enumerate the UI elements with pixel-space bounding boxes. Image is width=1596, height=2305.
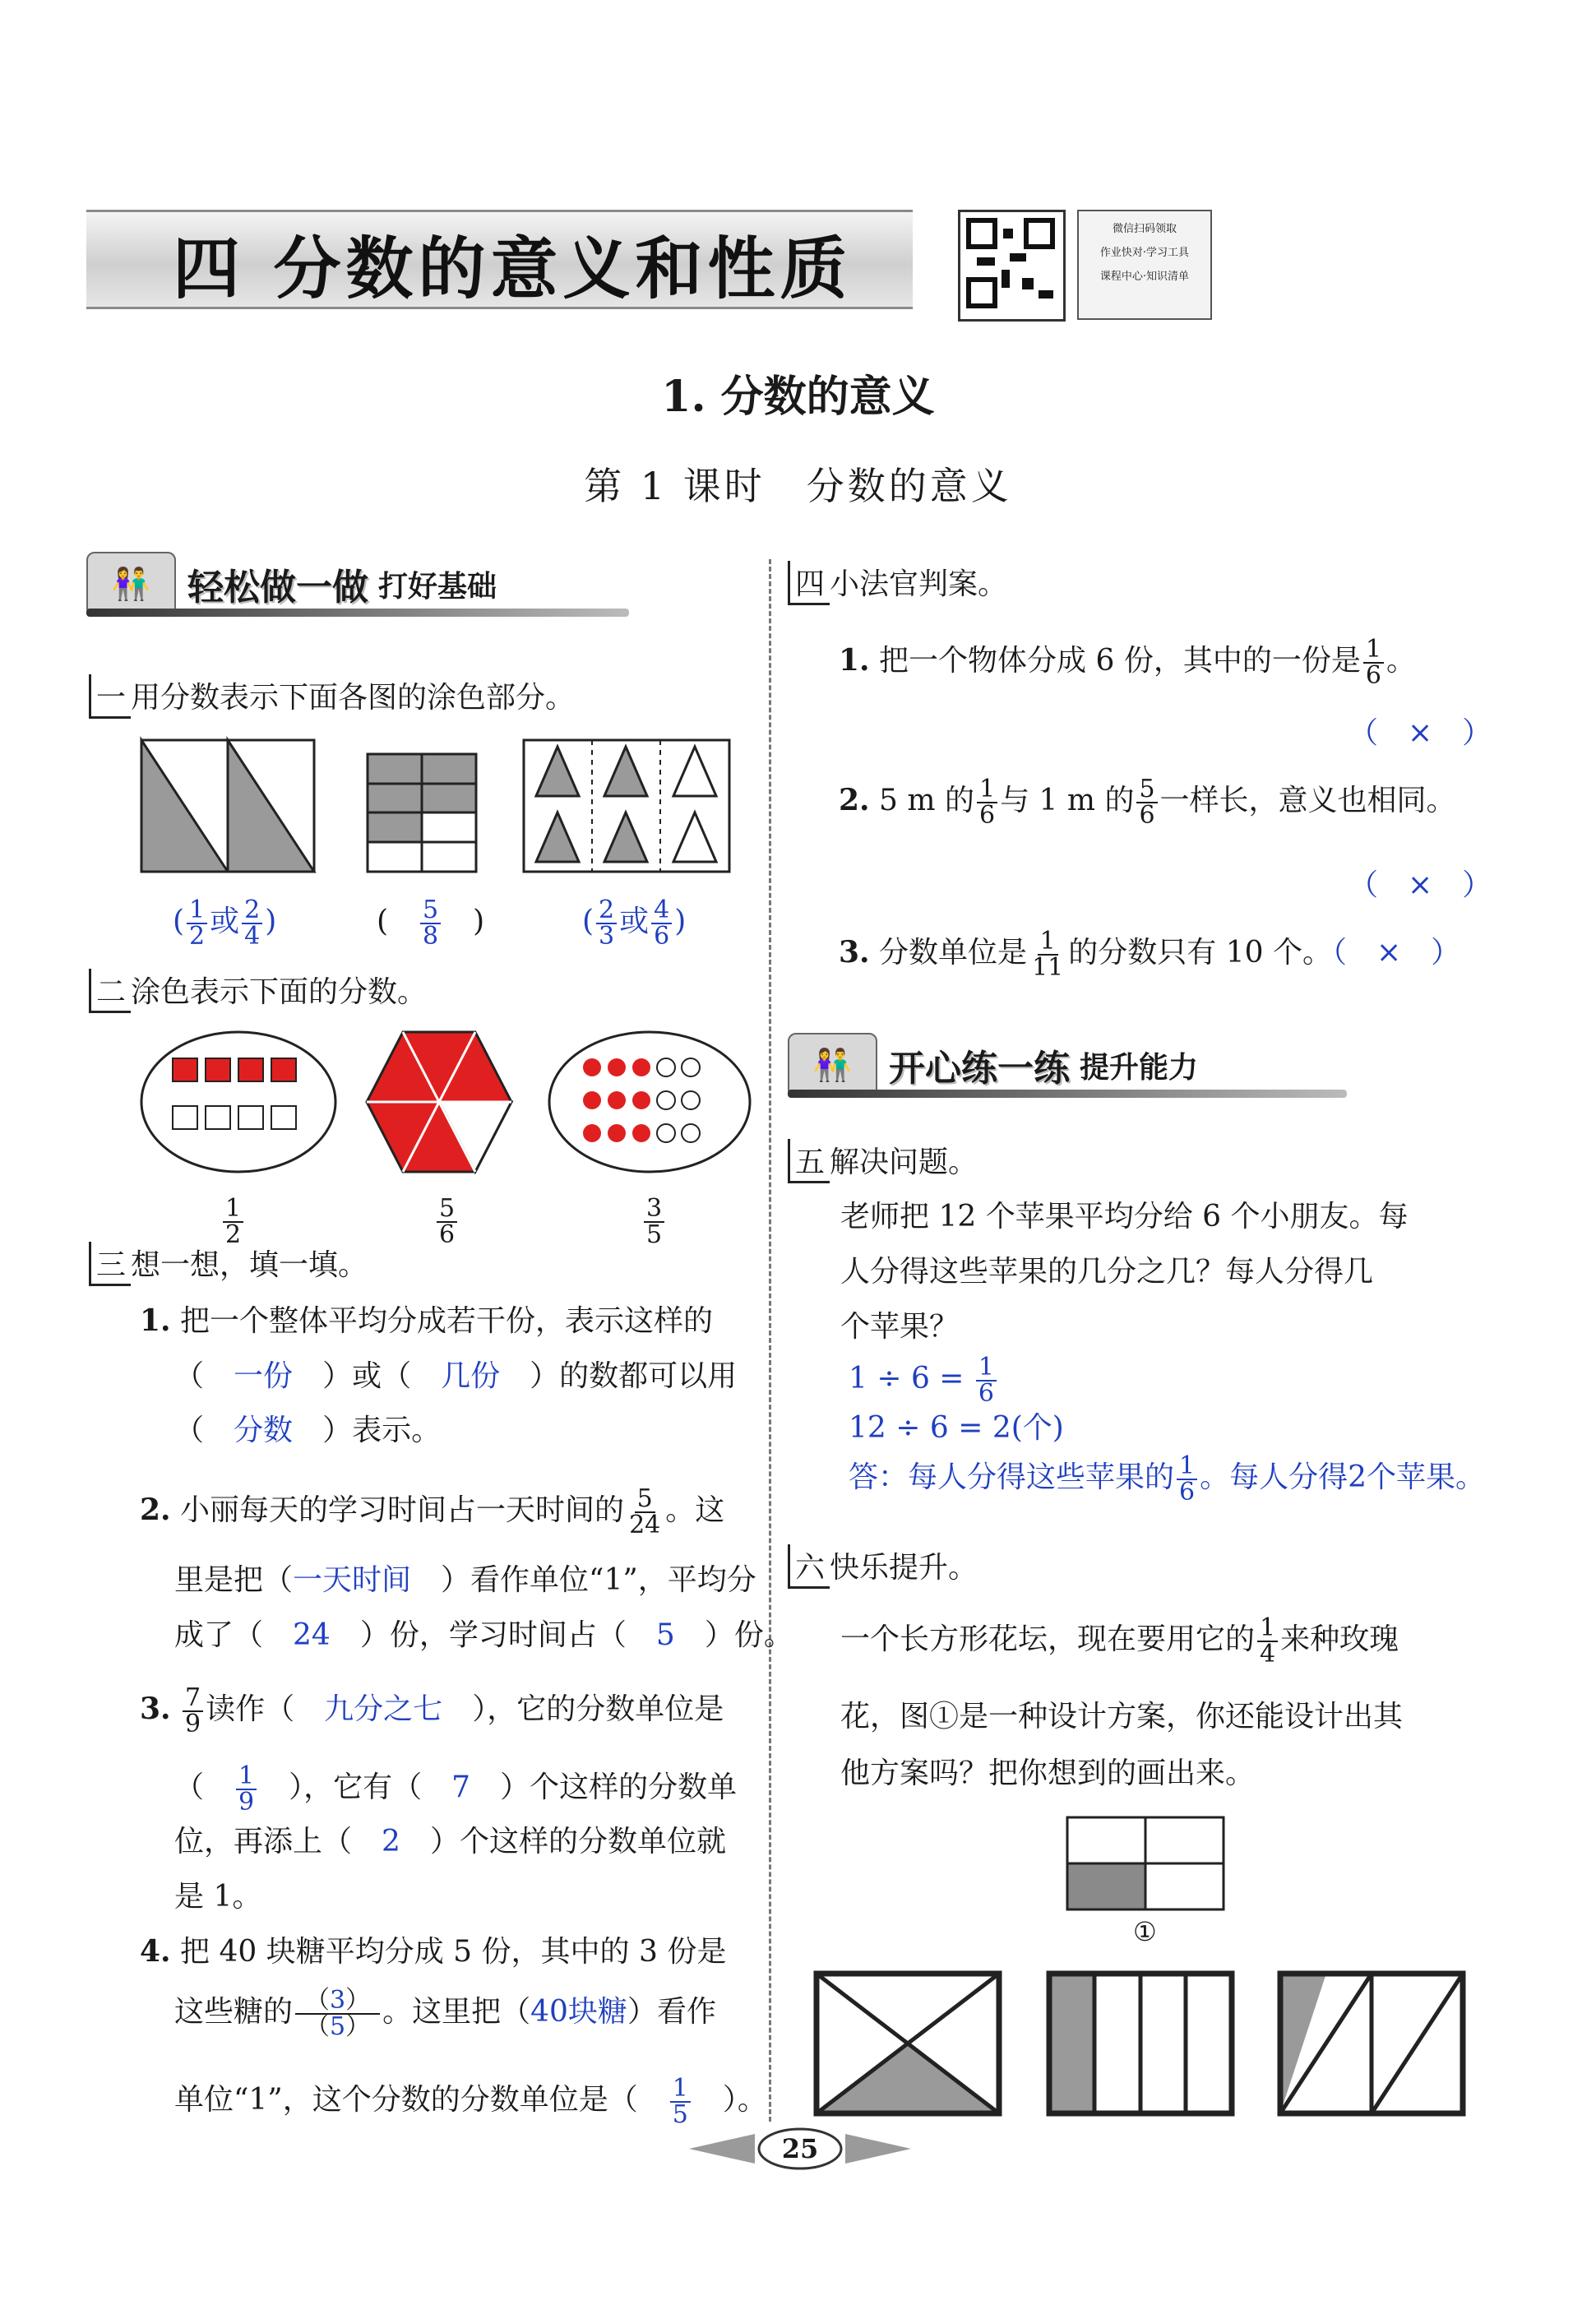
q3-item2-no: 2. — [140, 1493, 171, 1527]
q6-number: 六 — [788, 1544, 830, 1589]
q3-item4-t1: 把 40 块糖平均分成 5 份，其中的 3 份是 — [180, 1935, 727, 1969]
students-icon: 👫 — [788, 1033, 877, 1098]
q3-item2-answer2: 24 — [293, 1618, 331, 1652]
q3-item2-answer3: 5 — [655, 1618, 675, 1652]
q3-item1-p3: ）的数都可以用 — [530, 1359, 738, 1393]
q3-item2-t1: 小丽每天的学习时间占一天时间的 — [180, 1493, 625, 1527]
q3-item4-answer3-d: 5 — [672, 2100, 688, 2129]
q3-item4-no: 4. — [140, 1934, 171, 1969]
qr-label-3: 课程中心·知识清单 — [1099, 271, 1190, 283]
q3-item4-answer1-d: 5 — [330, 2012, 346, 2041]
q5-s3-a: 答：每人分得这些苹果的 — [849, 1460, 1175, 1494]
q6-l1b: 来种玫瑰 — [1280, 1622, 1399, 1656]
q4-item2-t1: 5 m 的 — [879, 784, 974, 817]
q4-item2-t3: 一样长，意义也相同。 — [1159, 784, 1456, 817]
q3-item3-t7: ）个这样的分数单位就 — [429, 1825, 726, 1858]
q3-item1-p1: （ — [174, 1359, 205, 1393]
q3-item3-t4: ），它有（ — [289, 1770, 423, 1804]
q6-frac-d: 4 — [1260, 1640, 1276, 1669]
q3-item2-t3: 里是把（ — [174, 1563, 294, 1597]
q1-a1-d2: 4 — [244, 922, 261, 951]
chapter-title: 四 分数的意义和性质 — [173, 230, 853, 308]
q4-title: 小法官判案。 — [830, 567, 1008, 601]
q4-item2-mark: （ × ） — [1349, 868, 1492, 902]
q3-item2-t6: ）份，学习时间占（ — [359, 1618, 627, 1652]
q1-a2-n: 5 — [420, 898, 441, 924]
q5-s3-d: 6 — [1179, 1478, 1196, 1507]
q3-item1-no: 1. — [140, 1303, 171, 1338]
q3-title: 想一想，填一填。 — [131, 1248, 368, 1282]
q3-item4-answer2: 40块糖 — [530, 1995, 627, 2029]
q6-figure-label: ① — [1133, 1916, 1157, 1947]
q2-f2-n: 5 — [437, 1196, 457, 1223]
q5-s3-n: 1 — [1177, 1454, 1197, 1480]
q3-item4-answer3-n: 1 — [670, 2076, 691, 2103]
q1-a1-or: 或 — [210, 905, 240, 938]
q2-f3-n: 3 — [644, 1196, 664, 1223]
q2-f1-d: 2 — [225, 1220, 242, 1249]
q1-answer-3: ( $\frac{2}{3}$ 或 $\frac{4}{6}$ ) — [582, 896, 687, 951]
q3-item2-answer1: 一天时间 — [293, 1563, 412, 1597]
qr-label-2: 作业快对·学习工具 — [1099, 247, 1190, 259]
lesson-title: 第 1 课时 分数的意义 — [584, 464, 1012, 508]
q4-item1-frac-d: 6 — [1365, 661, 1381, 690]
q1-answer-1: ( $\frac{1}{2}$ 或 $\frac{2}{4}$ ) — [173, 896, 277, 951]
q1-answer-2: ( $\frac{5}{8}$ ) — [377, 896, 485, 951]
q2-title: 涂色表示下面的分数。 — [131, 975, 428, 1009]
q6-title: 快乐提升。 — [830, 1551, 978, 1585]
q4-item2-frac1-d: 6 — [978, 801, 996, 830]
q3-item4-line2: 这些糖的 $\frac{(3)}{(5)}$ 。这里把（40块糖）看作 — [174, 1986, 716, 2041]
q1-a3-n1: 2 — [596, 898, 617, 924]
q4-item1-mark: （ × ） — [1349, 716, 1492, 750]
section-title: 1. 分数的意义 — [661, 372, 935, 422]
q6-design-triangles — [1280, 1974, 1463, 2113]
q3-item1-t1: 把一个整体平均分成若干份，表示这样的 — [180, 1304, 714, 1338]
q4-item2-t2: 与 1 m 的 — [1000, 784, 1135, 817]
q3-item3-answer2-d: 9 — [238, 1788, 255, 1817]
q4-item3-frac-d: 11 — [1032, 953, 1064, 982]
badge-improve-sub: 提升能力 — [1080, 1050, 1199, 1085]
q6-design-stripes — [1049, 1974, 1232, 2113]
q4-item1-frac-n: 1 — [1363, 637, 1384, 664]
q1-a3-n2: 4 — [651, 898, 672, 924]
q3-item4-t6: ）。 — [722, 2083, 767, 2117]
q3-item3-t1: 读作（ — [206, 1692, 295, 1726]
q3-item1-p5: ）表示。 — [322, 1414, 442, 1447]
q4-item1-t2: 。 — [1386, 644, 1416, 678]
q5-line2: 人分得这些苹果的几分之几？每人分得几 — [840, 1255, 1374, 1289]
q1-number: 一 — [89, 674, 131, 719]
q3-item1-answer2: 几份 — [441, 1359, 501, 1393]
q2-f3-d: 5 — [646, 1220, 663, 1249]
q5-line1: 老师把 12 个苹果平均分给 6 个小朋友。每 — [840, 1200, 1409, 1233]
q3-item3-frac-n: 7 — [183, 1686, 203, 1712]
q4-item3-t2: 的分数只有 10 个。 — [1068, 936, 1332, 970]
q6-frac-n: 1 — [1257, 1616, 1278, 1642]
q3-item2-frac-n: 5 — [635, 1487, 655, 1513]
q5-s1-d: 6 — [978, 1379, 995, 1408]
q3-item2-frac-d: 24 — [629, 1511, 661, 1539]
q3-item2-t4: ）看作单位“1”，平均分 — [441, 1563, 756, 1597]
q3-item4-answer1-n: 3 — [330, 1986, 346, 2015]
q4-item2-no: 2. — [839, 783, 870, 817]
q6-figure-example — [1067, 1817, 1224, 1909]
q4-item3-t1: 分数单位是 — [879, 936, 1028, 970]
q4-item1-t1: 把一个物体分成 6 份，其中的一份是 — [879, 644, 1361, 678]
q4-item3-mark: （ × ） — [1331, 936, 1461, 970]
page-number: 25 — [781, 2133, 819, 2164]
q1-a1-n1: 1 — [187, 898, 207, 924]
q3-number: 三 — [89, 1242, 131, 1286]
q5-solution-2: 12 ÷ 6 = 2(个) — [849, 1411, 1064, 1445]
q5-s1-n: 1 — [976, 1355, 997, 1382]
q3-item3-t6: 位，再添上（ — [174, 1825, 353, 1858]
q3-item1-p2: ）或（ — [322, 1359, 412, 1393]
q2-f1-n: 1 — [223, 1196, 243, 1223]
q3-item3-t2: ），它的分数单位是 — [472, 1692, 724, 1726]
q3-item1-p4: （ — [174, 1414, 205, 1447]
q3-item1-answer1: 一份 — [234, 1359, 294, 1393]
q3-item4-t3: 。这里把（ — [382, 1995, 531, 2029]
badge-practice-main: 轻松做一做 — [187, 567, 368, 609]
q1-title: 用分数表示下面各图的涂色部分。 — [131, 681, 576, 715]
q2-f2-d: 6 — [439, 1220, 456, 1249]
q1-a2-d: 8 — [423, 922, 439, 951]
q1-a3-or: 或 — [619, 905, 650, 938]
q6-line2: 花，图①是一种设计方案，你还能设计出其 — [840, 1700, 1404, 1733]
q1-a3-d1: 3 — [599, 922, 615, 951]
qr-label-1: 微信扫码领取 — [1112, 223, 1177, 235]
q3-item4-t4: ）看作 — [627, 1995, 716, 2029]
q4-item3-no: 3. — [839, 935, 870, 970]
q3-item3-t5: ）个这样的分数单 — [500, 1770, 738, 1804]
q5-line3: 个苹果？ — [840, 1310, 960, 1344]
q4-item1-no: 1. — [839, 643, 870, 678]
q6-line3: 他方案吗？把你想到的画出来。 — [840, 1757, 1256, 1790]
q6-l1: 一个长方形花坛，现在要用它的 — [840, 1622, 1256, 1656]
q3-item1-answer3: 分数 — [234, 1414, 294, 1447]
q6-design-diagonals — [817, 1974, 999, 2113]
badge-improve-main: 开心练一练 — [889, 1048, 1070, 1090]
q3-item2-t5: 成了（ — [174, 1618, 264, 1652]
q3-item3-frac-d: 9 — [185, 1710, 201, 1738]
q4-item2-frac2-n: 5 — [1136, 777, 1157, 803]
q4-number: 四 — [788, 561, 830, 605]
q5-s3-b: 。每人分得2个苹果。 — [1200, 1460, 1486, 1494]
q3-item3-answer4: 2 — [382, 1825, 400, 1858]
q3-item4-t5: 单位“1”，这个分数的分数单位是（ — [174, 2083, 638, 2117]
q5-number: 五 — [788, 1139, 830, 1183]
q4-item3-frac-n: 1 — [1038, 929, 1058, 956]
q1-a1-d1: 2 — [189, 922, 206, 951]
q3-item4-t2: 这些糖的 — [174, 1995, 294, 2029]
q5-s1-text: 1 ÷ 6 = — [849, 1362, 965, 1395]
q2-number: 二 — [89, 969, 131, 1013]
q3-item3-t8: 是 1。 — [174, 1880, 262, 1914]
q5-title: 解决问题。 — [830, 1146, 978, 1179]
students-icon: 👫 — [86, 552, 176, 617]
q3-item3-t3: （ — [174, 1770, 205, 1804]
q1-a3-d2: 6 — [654, 922, 670, 951]
q4-item2-frac2-d: 6 — [1139, 801, 1155, 830]
q3-item3-answer2-n: 1 — [236, 1764, 257, 1790]
q4-item2-frac1-n: 1 — [977, 777, 997, 803]
q3-item3-answer1: 九分之七 — [324, 1692, 443, 1726]
q3-item2-t2: 。这 — [665, 1493, 725, 1527]
badge-practice-sub: 打好基础 — [378, 569, 497, 604]
q3-item2-t7: ）份。 — [704, 1618, 793, 1652]
q3-item3-answer3: 7 — [451, 1770, 471, 1804]
q1-a1-n2: 2 — [242, 898, 262, 924]
q3-item3-no: 3. — [140, 1692, 171, 1726]
